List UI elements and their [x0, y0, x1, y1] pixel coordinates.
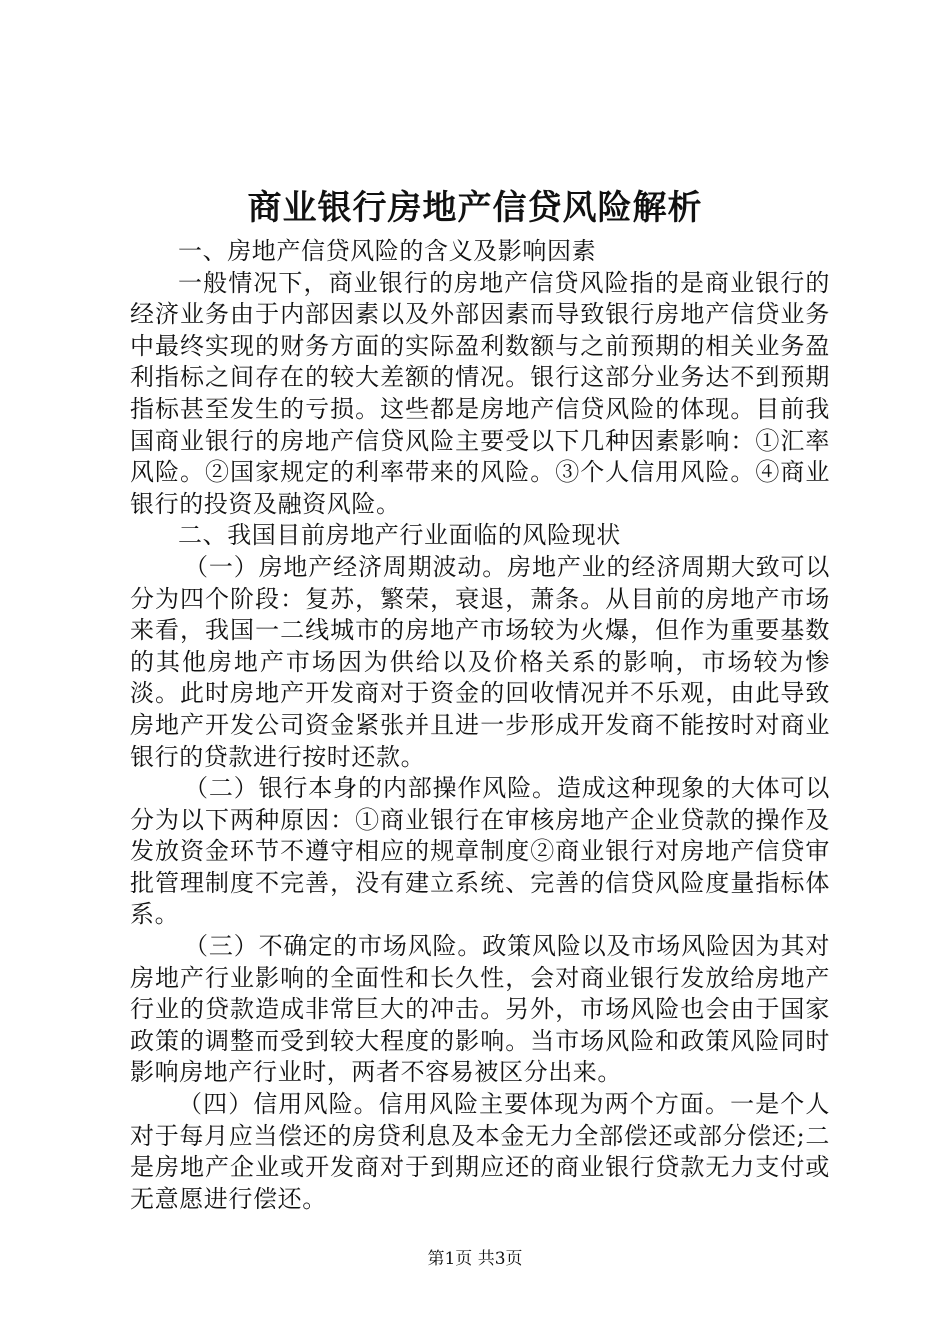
paragraph-2-2: （二）银行本身的内部操作风险。造成这种现象的大体可以分为以下两种原因：①商业银行在审核房地产企业贷款的操作及发放资金环节不遵守相应的规章制度②商业银行对房地产信贷审批管理制度不完善，没有建立系统、完善的信贷风险度量指标体系。 — [130, 774, 830, 929]
document-title: 商业银行房地产信贷风险解析 — [247, 188, 703, 228]
paragraph-2-1: （一）房地产经济周期波动。房地产业的经济周期大致可以分为四个阶段：复苏，繁荣，衰退，萧条。从目前的房地产市场来看，我国一二线城市的房地产市场较为火爆，但作为重要基数的其他房地产市场因为供给以及价格关系的影响，市场较为惨淡。此时房地产开发商对于资金的回收情况并不乐观，由此导致房地产开发公司资金紧张并且进一步形成开发商不能按时对商业银行的贷款进行按时还款。 — [130, 552, 830, 771]
section-heading-2: 二、我国目前房地产行业面临的风险现状 — [178, 521, 621, 550]
paragraph-1: 一般情况下，商业银行的房地产信贷风险指的是商业银行的经济业务由于内部因素以及外部因素而导致银行房地产信贷业务中最终实现的财务方面的实际盈利数额与之前预期的相关业务盈利指标之间存在的较大差额的情况。银行这部分业务达不到预期指标甚至发生的亏损。这些都是房地产信贷风险的体现。目前我国商业银行的房地产信贷风险主要受以下几种因素影响：①汇率风险。②国家规定的利率带来的风险。③个人信用风险。④商业银行的投资及融资风险。 — [130, 268, 830, 518]
paragraph-2-4: （四）信用风险。信用风险主要体现为两个方面。一是个人对于每月应当偿还的房贷利息及本金无力全部偿还或部分偿还;二是房地产企业或开发商对于到期应还的商业银行贷款无力支付或无意愿进行偿还。 — [130, 1090, 830, 1213]
section-heading-1: 一、房地产信贷风险的含义及影响因素 — [178, 237, 597, 265]
page-number-footer: 第1页 共3页 — [427, 1249, 523, 1269]
document-body — [130, 236, 830, 1215]
paragraph-2-3: （三）不确定的市场风险。政策风险以及市场风险因为其对房地产行业影响的全面性和长久性，会对商业银行发放给房地产行业的贷款造成非常巨大的冲击。另外，市场风险也会由于国家政策的调整而受到较大程度的影响。当市场风险和政策风险同时影响房地产行业时，两者不容易被区分出来。 — [130, 932, 830, 1087]
